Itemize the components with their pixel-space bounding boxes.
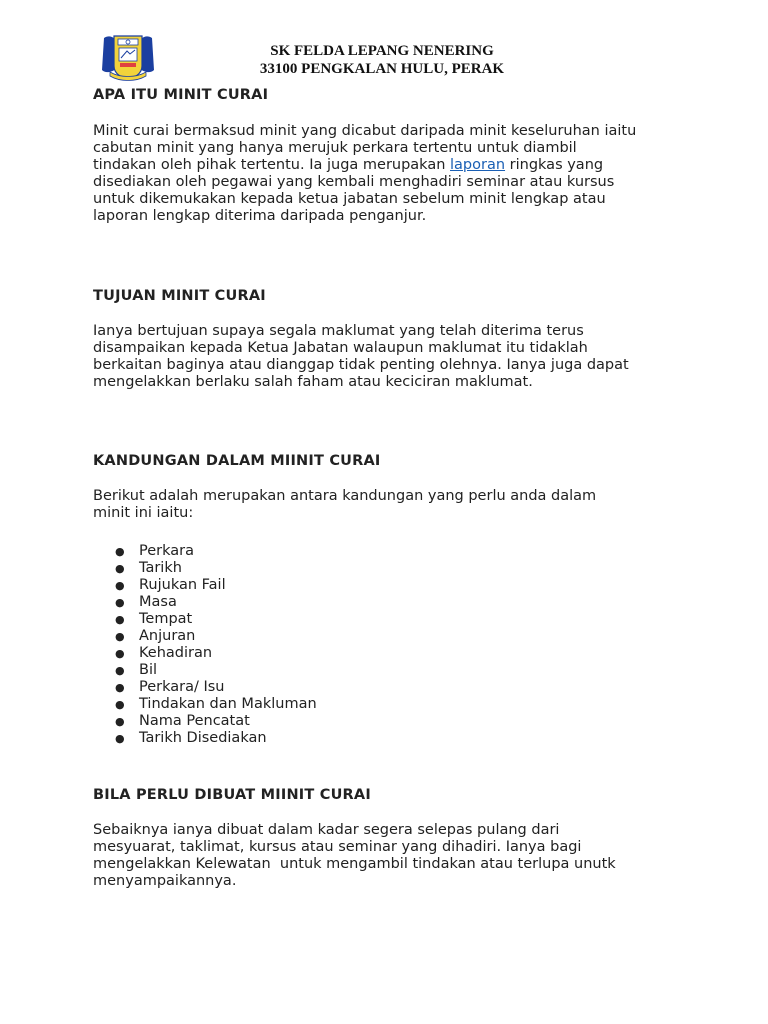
paragraph-line: mengelakkan Kelewatan untuk mengambil tindakan atau terlupa unutk — [93, 856, 616, 872]
paragraph-line: untuk dikemukakan kepada ketua jabatan sebelum minit lengkap atau — [93, 191, 606, 207]
list-item: ● Tempat — [115, 611, 193, 627]
section-title-kandungan: KANDUNGAN DALAM MIINIT CURAI — [93, 453, 381, 469]
content-list — [93, 543, 593, 747]
list-item: ● Tarikh — [115, 560, 182, 576]
list-item: ● Bil — [115, 662, 158, 678]
school-address: 33100 PENGKALAN HULU, PERAK — [259, 61, 505, 77]
paragraph-kandungan — [93, 488, 693, 522]
list-item: ● Rujukan Fail — [115, 577, 226, 593]
paragraph-line: Ianya bertujuan supaya segala maklumat yang telah diterima terus — [93, 323, 584, 339]
list-item: ● Kehadiran — [115, 645, 213, 661]
list-item: ● Perkara/ Isu — [115, 679, 225, 695]
bullet-icon: ● — [115, 698, 125, 711]
letterhead — [0, 30, 768, 82]
paragraph-line — [93, 157, 693, 174]
list-item: ● Perkara — [115, 543, 194, 559]
bullet-icon: ● — [115, 732, 125, 745]
paragraph-line: menyampaikannya. — [93, 873, 237, 889]
paragraph-line: mengelakkan berlaku salah faham atau keciciran maklumat. — [93, 374, 533, 390]
bullet-icon: ● — [115, 664, 125, 677]
paragraph-bila-perlu — [93, 822, 693, 890]
paragraph-text: ringkas yang — [505, 157, 604, 173]
list-item: ● Tarikh Disediakan — [115, 730, 267, 746]
paragraph-tujuan — [93, 323, 693, 391]
paragraph-line: mesyuarat, taklimat, kursus atau seminar yang dihadiri. Ianya bagi — [93, 839, 582, 855]
paragraph-text: tindakan oleh pihak tertentu. Ia juga merupakan — [93, 157, 451, 173]
school-name: SK FELDA LEPANG NENERING — [270, 43, 494, 59]
paragraph-line: disediakan oleh pegawai yang kembali menghadiri seminar atau kursus — [93, 174, 615, 190]
paragraph-line: Sebaiknya ianya dibuat dalam kadar segera selepas pulang dari — [93, 822, 560, 838]
paragraph-line: Berikut adalah merupakan antara kandungan yang perlu anda dalam — [93, 488, 597, 504]
paragraph-line: berkaitan baginya atau dianggap tidak penting olehnya. Ianya juga dapat — [93, 357, 629, 373]
bullet-icon: ● — [115, 562, 125, 575]
bullet-icon: ● — [115, 579, 125, 592]
paragraph-line: minit ini iaitu: — [93, 505, 194, 521]
bullet-icon: ● — [115, 681, 125, 694]
bullet-icon: ● — [115, 596, 125, 609]
list-item: ● Anjuran — [115, 628, 196, 644]
list-item: ● Nama Pencatat — [115, 713, 250, 729]
paragraph-line: cabutan minit yang hanya merujuk perkara tertentu untuk diambil — [93, 140, 577, 156]
paragraph-line: laporan lengkap diterima daripada penganjur. — [93, 208, 427, 224]
bullet-icon: ● — [115, 630, 125, 643]
bullet-icon: ● — [115, 613, 125, 626]
bullet-icon: ● — [115, 715, 125, 728]
section-title-tujuan: TUJUAN MINIT CURAI — [93, 288, 266, 304]
bullet-icon: ● — [115, 647, 125, 660]
paragraph-line: Minit curai bermaksud minit yang dicabut daripada minit keseluruhan iaitu — [93, 123, 637, 139]
list-item: ● Tindakan dan Makluman — [115, 696, 317, 712]
paragraph-apa-itu — [93, 123, 693, 225]
section-title-apa-itu: APA ITU MINIT CURAI — [93, 87, 269, 103]
section-title-bila-perlu: BILA PERLU DIBUAT MIINIT CURAI — [93, 787, 371, 803]
bullet-icon: ● — [115, 545, 125, 558]
paragraph-line: disampaikan kepada Ketua Jabatan walaupun maklumat itu tidaklah — [93, 340, 588, 356]
laporan-link[interactable]: laporan — [450, 157, 506, 173]
list-item: ● Masa — [115, 594, 177, 610]
